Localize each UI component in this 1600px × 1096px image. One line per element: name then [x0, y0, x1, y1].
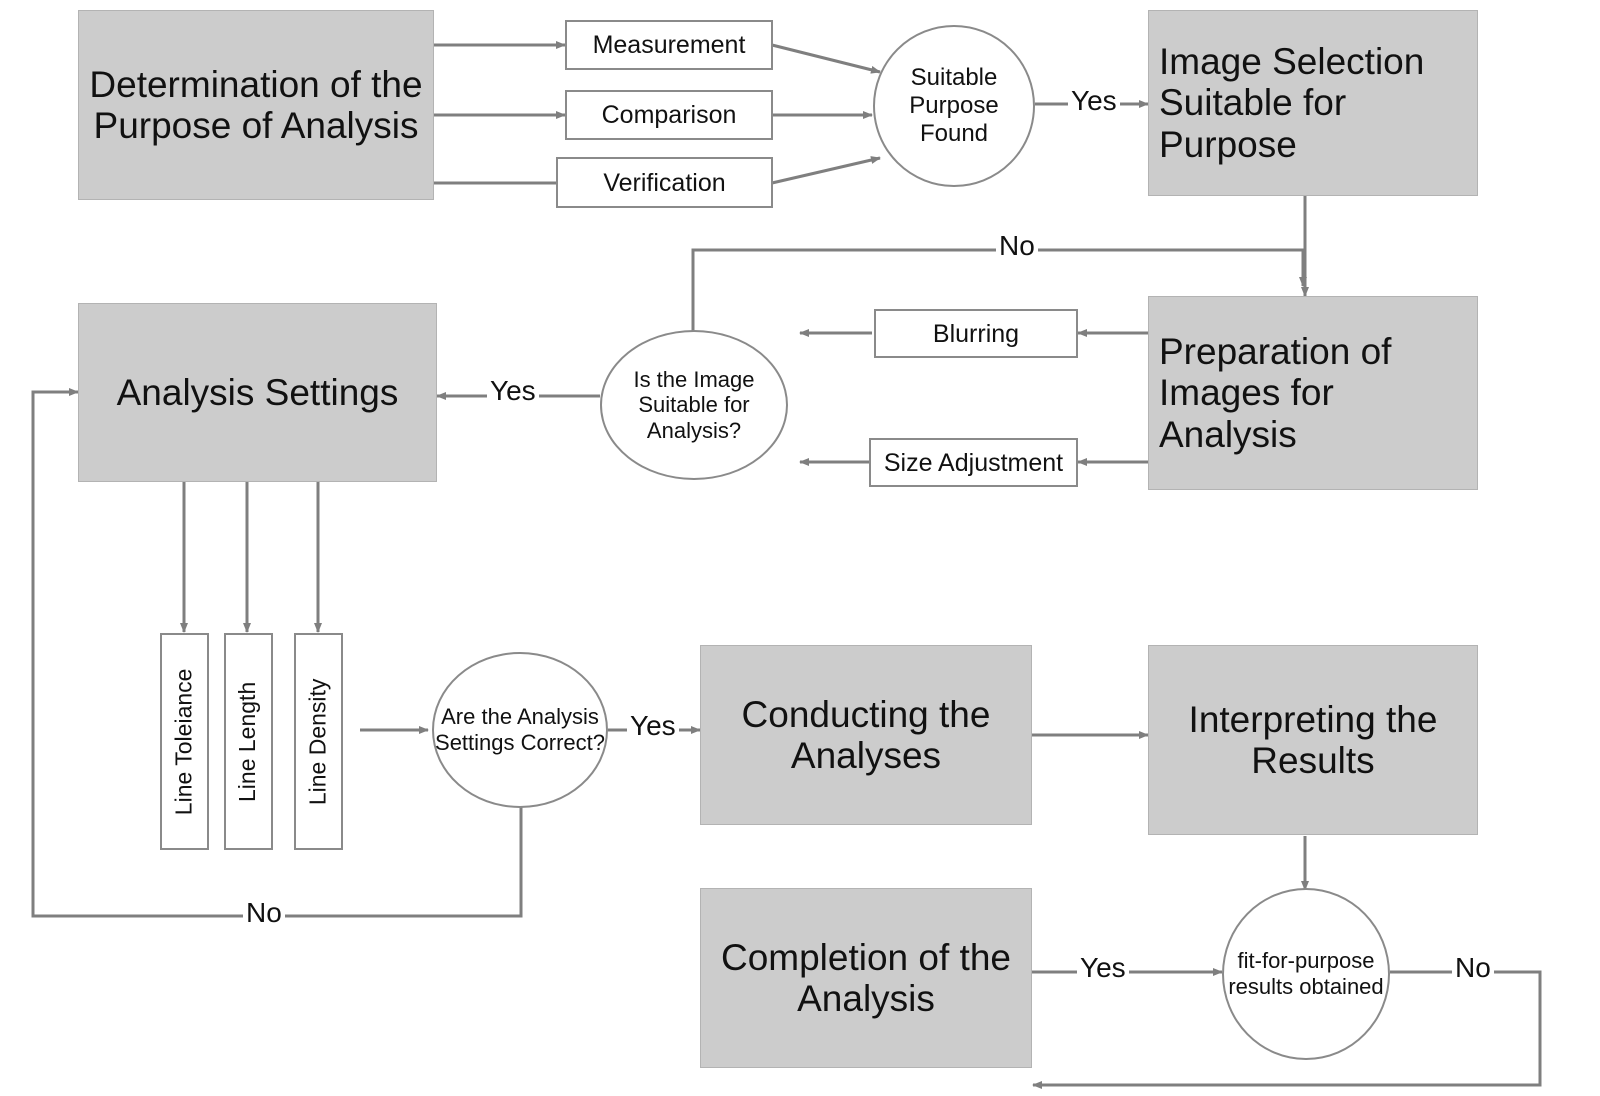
decision-suitable-purpose-found[interactable]	[873, 25, 1035, 187]
process-conducting-analyses[interactable]	[700, 645, 1032, 825]
option-label: Verification	[603, 168, 726, 197]
option-line-toleiance[interactable]	[160, 633, 209, 850]
option-comparison[interactable]	[565, 90, 773, 140]
option-verification[interactable]	[556, 157, 773, 208]
decision-settings-correct[interactable]	[432, 652, 608, 808]
process-label: Preparation of Images for Analysis	[1159, 330, 1392, 455]
decision-label: fit-for-purpose results obtained	[1228, 948, 1384, 999]
process-preparation-of-images[interactable]	[1148, 296, 1478, 490]
process-label: Interpreting the Results	[1188, 698, 1438, 781]
process-label: Image Selection Suitable for Purpose	[1159, 40, 1425, 165]
edge-label-no-settings-correct: No	[243, 897, 285, 929]
process-analysis-settings[interactable]	[78, 303, 437, 482]
process-label: Completion of the Analysis	[720, 936, 1011, 1019]
option-label: Blurring	[932, 319, 1020, 348]
process-completion-of-analysis[interactable]	[700, 888, 1032, 1068]
option-label: Line Density	[304, 678, 331, 805]
process-image-selection[interactable]	[1148, 10, 1478, 196]
process-interpreting-results[interactable]	[1148, 645, 1478, 835]
process-label: Conducting the Analyses	[741, 693, 991, 776]
decision-label: Is the Image Suitable for Analysis?	[633, 366, 755, 443]
edge-label-no-image-selection: No	[996, 230, 1038, 262]
option-line-length[interactable]	[224, 633, 273, 850]
option-label: Comparison	[601, 101, 737, 129]
process-determination-of-purpose[interactable]	[78, 10, 434, 200]
decision-image-suitable[interactable]	[600, 330, 788, 480]
decision-fit-for-purpose[interactable]	[1222, 888, 1390, 1060]
process-label: Determination of the Purpose of Analysis	[89, 63, 423, 146]
option-line-density[interactable]	[294, 633, 343, 850]
option-label: Measurement	[592, 31, 746, 59]
option-label: Line Toleiance	[170, 668, 197, 815]
decision-label: Are the Analysis Settings Correct?	[435, 704, 605, 755]
option-blurring[interactable]	[874, 309, 1078, 358]
option-label: Size Adjustment	[883, 448, 1064, 477]
option-size-adjustment[interactable]	[869, 438, 1078, 487]
decision-label: Suitable Purpose Found	[909, 64, 999, 147]
option-label: Line Length	[234, 681, 261, 802]
edge-label-yes-image-suitable: Yes	[487, 375, 539, 407]
process-label: Analysis Settings	[116, 371, 399, 413]
edge-label-yes-settings-correct: Yes	[627, 710, 679, 742]
edge-label-yes-purpose: Yes	[1068, 85, 1120, 117]
edge-label-yes-fit-for-purpose: Yes	[1077, 952, 1129, 984]
edge-label-no-fit-for-purpose: No	[1452, 952, 1494, 984]
option-measurement[interactable]	[565, 20, 773, 70]
